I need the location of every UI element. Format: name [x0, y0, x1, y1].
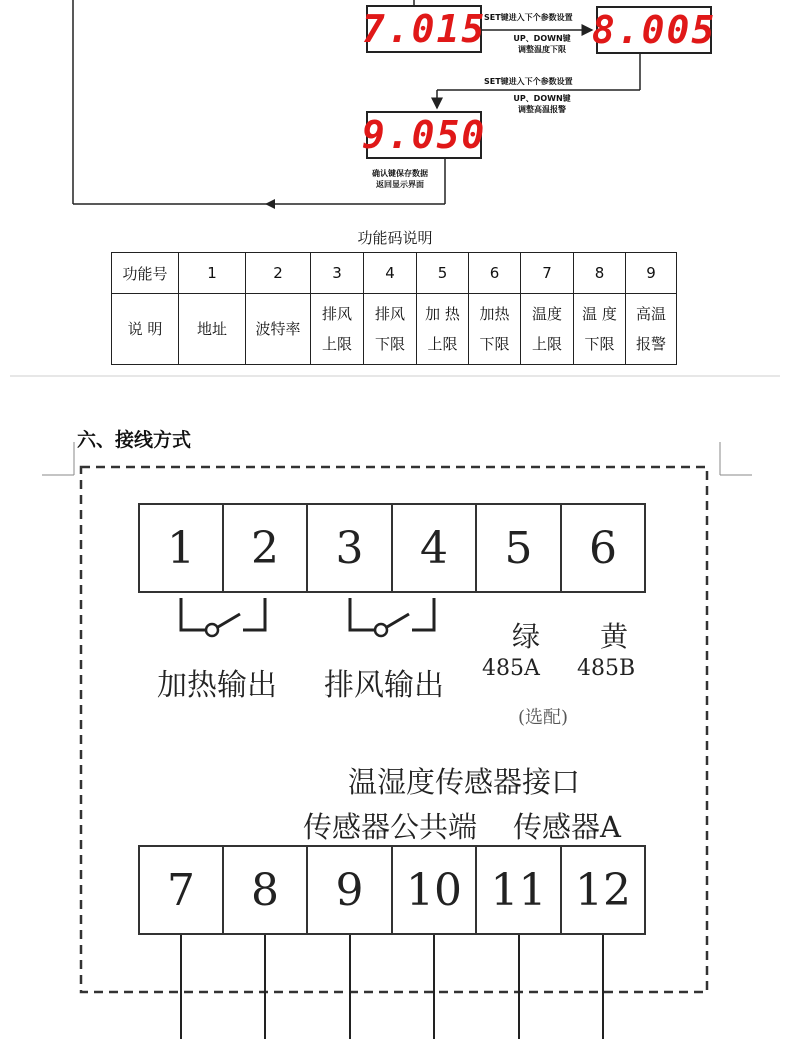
desc-line: 上限	[531, 335, 562, 353]
terminal-4: 4	[391, 503, 477, 593]
desc-line: 下限	[479, 335, 510, 353]
terminal-3: 3	[306, 503, 393, 593]
table-cell-number: 1	[179, 253, 246, 294]
table-cell-desc	[417, 294, 469, 365]
desc-line: 排风	[374, 305, 405, 323]
desc-line: 下限	[374, 335, 405, 353]
desc-line: 上限	[427, 335, 458, 353]
function-code-table	[111, 252, 677, 365]
label-485b: 485B	[577, 656, 636, 681]
desc-line: 加 热	[425, 305, 460, 323]
desc-line: 报警	[635, 335, 666, 353]
display-high-temp-alarm	[361, 111, 487, 159]
display-temp-low-limit-prev	[361, 5, 487, 53]
terminal-2: 2	[222, 503, 308, 593]
table-header-label: 功能号	[112, 253, 179, 294]
desc-line: 地址	[196, 320, 227, 338]
note-updown-2	[506, 93, 578, 115]
table-cell-number: 5	[417, 253, 469, 294]
table-cell-number: 4	[364, 253, 417, 294]
label-wire-green: 绿	[512, 620, 541, 653]
table-cell-number: 2	[246, 253, 311, 294]
label-exhaust-output: 排风输出	[324, 668, 444, 703]
terminal-6: 6	[560, 503, 646, 593]
display-value: 8.005	[591, 8, 717, 52]
terminal-12: 12	[560, 845, 646, 935]
table-cell-desc	[246, 294, 311, 365]
table-cell-desc	[469, 294, 521, 365]
terminal-9: 9	[306, 845, 393, 935]
note-line: 调整高温报警	[518, 105, 566, 114]
display-temp-low-limit	[591, 6, 717, 54]
table-cell-desc	[179, 294, 246, 365]
display-value: 7.015	[361, 7, 487, 51]
label-optional: (选配)	[518, 707, 569, 728]
section-title-wiring: 六、接线方式	[77, 429, 192, 451]
display-value: 9.050	[361, 113, 487, 157]
desc-line: 高温	[635, 305, 666, 323]
table-cell-desc	[521, 294, 574, 365]
terminal-11: 11	[475, 845, 562, 935]
desc-line: 加热	[479, 305, 510, 323]
table-cell-desc	[574, 294, 626, 365]
desc-line: 下限	[584, 335, 615, 353]
desc-line: 排风	[321, 305, 352, 323]
table-row-label: 说 明	[112, 294, 179, 365]
table-cell-number: 3	[311, 253, 364, 294]
label-sensor-common: 传感器公共端	[303, 810, 478, 844]
label-heating-output: 加热输出	[157, 668, 277, 703]
terminal-5: 5	[475, 503, 562, 593]
note-set-next-1: SET键进入下个参数设置	[484, 13, 573, 22]
desc-line: 波特率	[255, 320, 301, 338]
desc-line: 上限	[321, 335, 352, 353]
table-cell-number: 6	[469, 253, 521, 294]
desc-line: 温度	[531, 305, 562, 323]
label-wire-yellow: 黄	[600, 620, 629, 653]
note-line: UP、DOWN键	[513, 94, 571, 103]
terminal-7: 7	[138, 845, 224, 935]
note-confirm-save	[356, 168, 444, 190]
table-cell-desc	[311, 294, 364, 365]
table-description-row	[112, 294, 677, 365]
desc-line: 温 度	[582, 305, 617, 323]
table-cell-number: 8	[574, 253, 626, 294]
table-cell-number: 7	[521, 253, 574, 294]
label-sensor-interface: 温湿度传感器接口	[348, 765, 581, 799]
table-cell-desc	[626, 294, 677, 365]
note-line: UP、DOWN键	[513, 34, 571, 43]
note-line: 调整温度下限	[518, 45, 566, 54]
note-line: 确认键保存数据	[372, 169, 428, 178]
note-line: 返回显示界面	[376, 180, 424, 189]
table-cell-number: 9	[626, 253, 677, 294]
label-sensor-a: 传感器A	[513, 810, 621, 844]
table-cell-desc	[364, 294, 417, 365]
terminal-10: 10	[391, 845, 477, 935]
note-set-next-2: SET键进入下个参数设置	[484, 77, 573, 86]
function-table-caption: 功能码说明	[357, 229, 433, 247]
terminal-1: 1	[138, 503, 224, 593]
table-header-row	[112, 253, 677, 294]
label-485a: 485A	[482, 656, 540, 681]
terminal-8: 8	[222, 845, 308, 935]
note-updown-1	[506, 33, 578, 55]
